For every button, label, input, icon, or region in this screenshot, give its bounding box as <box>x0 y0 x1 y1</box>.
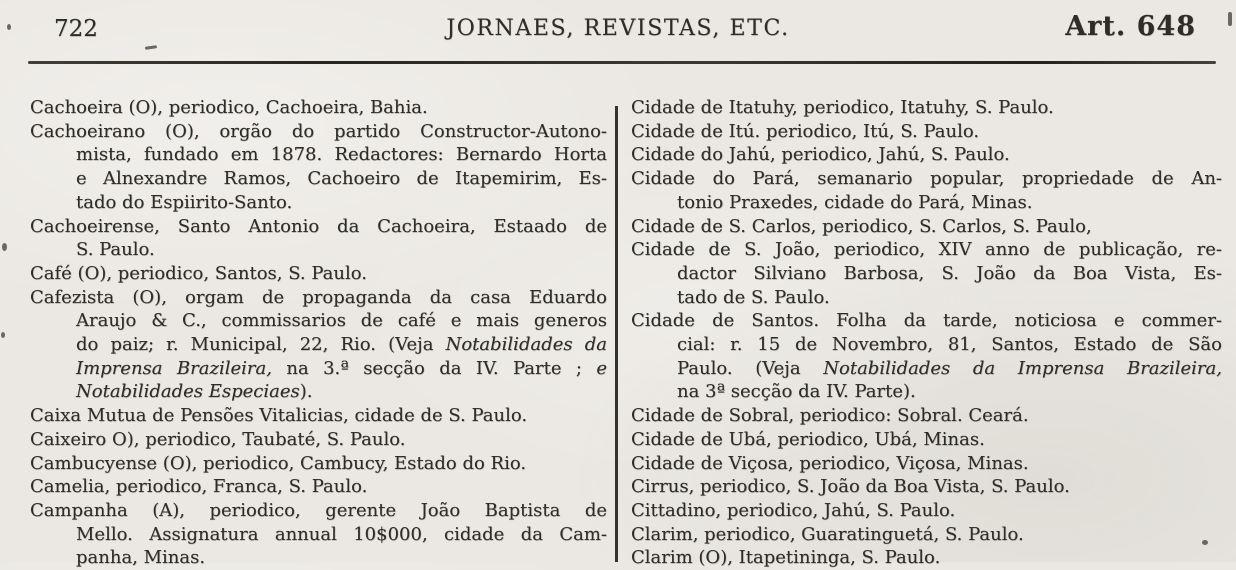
entry-line: Cidade de Viçosa, periodico, Viçosa, Minas. <box>631 452 1029 474</box>
entry-line: cial: r. 15 de Novembro, 81, Santos, Estado de São <box>677 334 1222 356</box>
entry-line: Cafezista (O), orgam de propaganda da casa Eduardo <box>30 286 607 308</box>
directory-entry <box>30 215 607 262</box>
entry-line: Cidade de Itatuhy, periodico, Itatuhy, S. Paulo. <box>631 97 1054 118</box>
directory-entry <box>631 499 1222 523</box>
directory-entry <box>631 546 1222 570</box>
scan-speck <box>1 332 5 338</box>
article-reference: Art. 648 <box>1065 11 1196 42</box>
directory-entry <box>30 120 607 215</box>
entry-line: Notabilidades Especiaes). <box>76 381 313 403</box>
directory-entry <box>30 499 607 570</box>
entry-line: Cachoeirense, Santo Antonio da Cachoeira, Estaado de <box>30 215 607 237</box>
column-divider <box>615 106 618 562</box>
directory-entry <box>631 215 1222 239</box>
directory-entry <box>631 143 1222 167</box>
entry-line: Cachoeirano (O), orgão do partido Constructor-Autono- <box>30 120 607 142</box>
scan-speck <box>1202 540 1208 545</box>
entry-line: na 3ª secção da IV. Parte). <box>677 381 916 403</box>
entry-line: Cachoeira (O), periodico, Cachoeira, Bahia. <box>30 97 428 118</box>
entry-line: Araujo & C., commissarios de café e mais generos <box>76 310 607 332</box>
entry-line: Cirrus, periodico, S. João da Boa Vista, S. Paulo. <box>631 476 1070 498</box>
directory-entry <box>631 309 1222 404</box>
scan-speck <box>1228 12 1232 26</box>
right-column <box>631 96 1222 570</box>
directory-entry <box>631 96 1222 120</box>
directory-entry <box>30 428 607 452</box>
page-number: 722 <box>54 16 98 42</box>
directory-entry <box>631 523 1222 547</box>
directory-entry <box>30 452 607 476</box>
entry-line: S. Paulo. <box>76 239 155 261</box>
entry-line: Imprensa Brazileira, na 3.ª secção da IV. Parte ; e <box>76 357 607 379</box>
entry-line: Campanha (A), periodico, gerente João Baptista de <box>30 499 607 521</box>
directory-entry <box>631 404 1222 428</box>
entry-line: Cambucyense (O), periodico, Cambucy, Estado do Rio. <box>30 452 527 474</box>
directory-entry <box>30 286 607 405</box>
entry-line: Paulo. (Veja Notabilidades da Imprensa Brazileira, <box>677 357 1222 379</box>
directory-entry <box>631 475 1222 499</box>
scan-speck <box>145 45 157 50</box>
entry-line: Cittadino, periodico, Jahú, S. Paulo. <box>631 499 956 521</box>
directory-entry <box>30 475 607 499</box>
entry-line: mista, fundado em 1878. Redactores: Bernardo Horta <box>76 144 607 166</box>
entry-line: Clarim (O), Itapetininga, S. Paulo. <box>631 547 941 569</box>
entry-line: tado de S. Paulo. <box>677 286 830 308</box>
directory-entry <box>631 452 1222 476</box>
entry-line: Camelia, periodico, Franca, S. Paulo. <box>30 476 368 498</box>
entry-line: Cidade de Santos. Folha da tarde, noticiosa e commer- <box>631 310 1222 332</box>
directory-entry <box>631 167 1222 214</box>
entry-line: panha, Minas. <box>76 547 206 569</box>
entry-line: Caixeiro O), periodico, Taubaté, S. Paulo. <box>30 428 406 450</box>
entry-line: tonio Praxedes, cidade do Pará, Minas. <box>677 191 1033 213</box>
entry-line: Cidade do Pará, semanario popular, propriedade de An- <box>631 168 1222 190</box>
entry-line: Cidade de Ubá, periodico, Ubá, Minas. <box>631 428 985 450</box>
scan-speck <box>7 24 11 30</box>
entry-line: Mello. Assignatura annual 10$000, cidade da Cam- <box>76 523 607 545</box>
entry-line: dactor Silviano Barbosa, S. João da Boa Vista, Es- <box>677 262 1222 284</box>
entry-line: e Alnexandre Ramos, Cachoeiro de Itapemirim, Es- <box>76 168 607 190</box>
page-title: JORNAES, REVISTAS, ETC. <box>446 16 790 41</box>
directory-entry <box>30 404 607 428</box>
left-column <box>30 96 607 570</box>
entry-line: do paiz; r. Municipal, 22, Rio. (Veja Notabilidades da <box>76 334 607 356</box>
entry-line: Café (O), periodico, Santos, S. Paulo. <box>30 262 367 284</box>
header-rule <box>28 61 1216 64</box>
entry-line: Cidade de S. Carlos, periodico, S. Carlos, S. Paulo, <box>631 215 1092 237</box>
entry-line: Caixa Mutua de Pensões Vitalicias, cidade de S. Paulo. <box>30 405 528 427</box>
scan-speck <box>2 243 7 251</box>
directory-entry <box>30 96 607 120</box>
entry-line: tado do Espiirito-Santo. <box>76 191 293 213</box>
directory-entry <box>631 120 1222 144</box>
entry-line: Clarim, periodico, Guaratinguetá, S. Paulo. <box>631 523 1024 545</box>
entry-line: Cidade de Itú. periodico, Itú, S. Paulo. <box>631 120 980 142</box>
entry-line: Cidade de Sobral, periodico: Sobral. Ceará. <box>631 405 1029 427</box>
directory-entry <box>30 262 607 286</box>
directory-entry <box>631 428 1222 452</box>
directory-entry <box>631 238 1222 309</box>
entry-line: Cidade do Jahú, periodico, Jahú, S. Paulo. <box>631 144 1010 166</box>
entry-line: Cidade de S. João, periodico, XIV anno de publicação, re- <box>631 239 1222 261</box>
